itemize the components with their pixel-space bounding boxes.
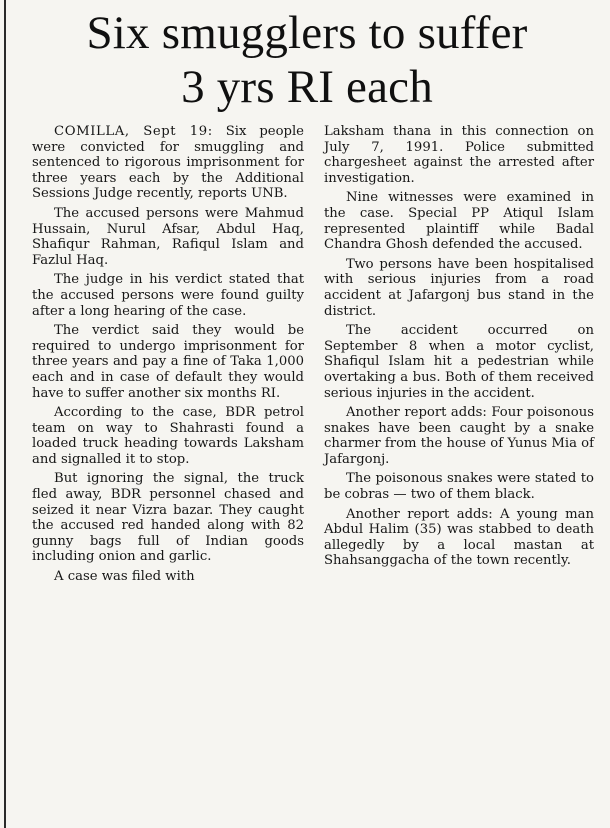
article-paragraph: The verdict said they would be required to undergo imprisonment for three years and pay a fine of Taka 1,000 each and in case of default they would have to suffer another six months RI.	[32, 323, 304, 401]
article-paragraph: Another report adds: Four poisonous snakes have been caught by a snake charmer from the house of Yunus Mia of Jafargonj.	[324, 405, 594, 467]
article-paragraph: The judge in his verdict stated that the accused persons were found guilty after a long hearing of the case.	[32, 272, 304, 319]
article-paragraph: Another report adds: A young man Abdul Halim (35) was stabbed to death allegedly by a local mastan at Shahsanggacha of the town recently.	[324, 506, 594, 569]
article-paragraph: The accused persons were Mahmud Hussain, Nurul Afsar, Abdul Haq, Shafiqur Rahman, Rafiqul Islam and Fazlul Haq.	[32, 205, 304, 268]
headline	[14, 6, 600, 114]
article-paragraph: COMILLA, Sept 19: Six people were convicted for smuggling and sentenced to rigorous imprisonment for three years each by the Additional Sessions Judge recently, reports UNB.	[32, 124, 304, 202]
column-rule	[4, 0, 6, 828]
article-paragraph: Nine witnesses were examined in the case. Special PP Atiqul Islam represented plaintiff while Badal Chandra Ghosh defended the accused.	[324, 190, 594, 253]
article-paragraph: The poisonous snakes were stated to be cobras — two of them black.	[324, 471, 594, 503]
article-column-left	[32, 124, 304, 589]
dateline: COMILLA, Sept 19:	[54, 124, 213, 139]
article-paragraph: The accident occurred on September 8 when a motor cyclist, Shafiqul Islam hit a pedestrian while overtaking a bus. Both of them received serious injuries in the accident.	[324, 323, 594, 401]
article-paragraph: According to the case, BDR petrol team on way to Shahrasti found a loaded truck heading towards Laksham and signalled it to stop.	[32, 405, 304, 467]
headline-line-1: Six smugglers to suffer	[86, 7, 528, 59]
article-column-right	[324, 124, 594, 573]
headline-line-2: 3 yrs RI each	[181, 61, 433, 113]
article-paragraph: But ignoring the signal, the truck fled away, BDR personnel chased and seized it near Vizra bazar. They caught the accused red handed along with 82 gunny bags full of Indian goods including onion and garlic.	[32, 471, 304, 565]
article-paragraph: Laksham thana in this connection on July 7, 1991. Police submitted chargesheet against the arrested after investigation.	[324, 124, 594, 186]
article-paragraph: A case was filed with	[54, 569, 195, 585]
article-paragraph: Two persons have been hospitalised with serious injuries from a road accident at Jafargonj bus stand in the district.	[324, 256, 594, 319]
